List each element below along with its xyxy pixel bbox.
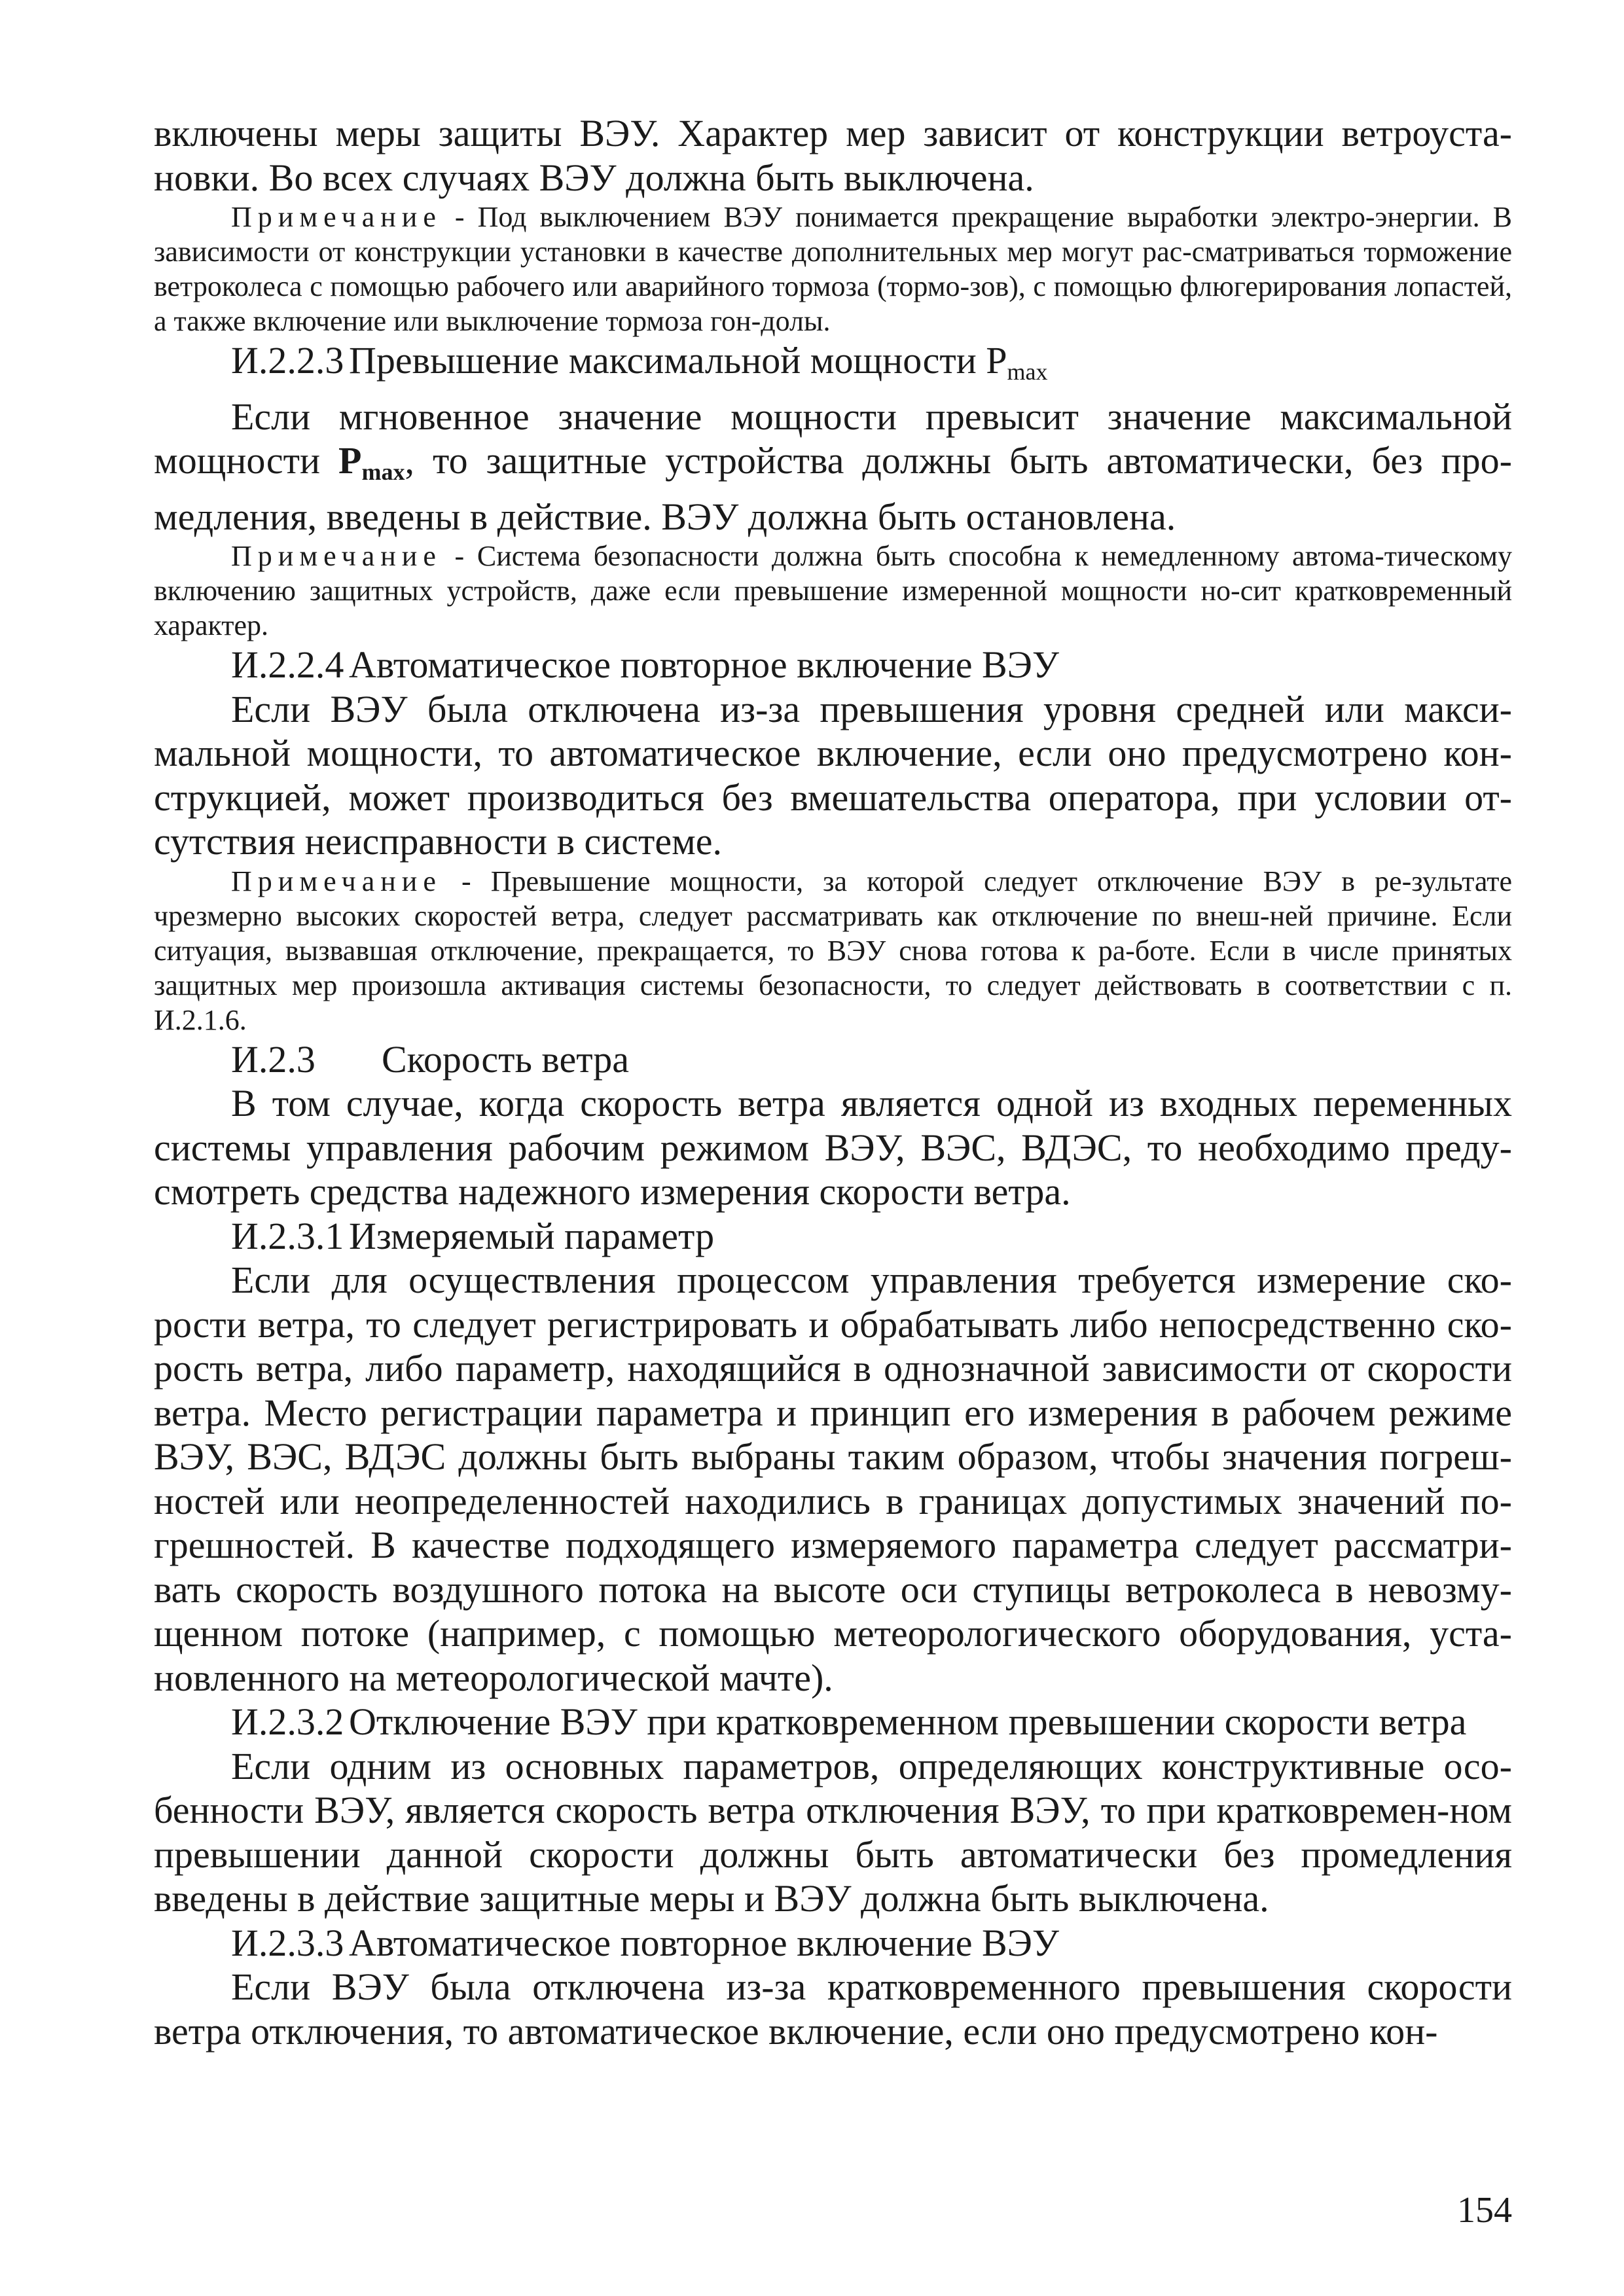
section-title: Превышение максимальной мощности P (349, 339, 1007, 382)
section-heading-2-3-1 (154, 1214, 1512, 1259)
note-label: Примечание (231, 540, 442, 572)
note-text: - Превышение мощности, за которой следует отключение ВЭУ в ре-зультате чрезмерно высоких скоростей ветра, следует рассматривать как отключение по внеш-ней причине. Если ситуация, вызвавшая отключение, прекращается, то ВЭУ снова готова к ра-боте. Если в числе принятых защитных мер произошла активация системы безопасности, то следует действовать в соответствии с п. И.2.1.6. (154, 865, 1513, 1036)
note-1 (154, 200, 1512, 338)
section-number: И.2.3.1 (231, 1214, 344, 1257)
text: , то защитные устройства должны быть автоматически, без про-медления, введены в действие. ВЭУ должна быть остановлена. (154, 439, 1512, 538)
note-text: - Система безопасности должна быть способна к немедленному автома-тическому включению защитных устройств, даже если превышение измеренной мощности но-сит кратковременный характер. (154, 540, 1513, 641)
paragraph-measured-parameter: Если для осуществления процессом управления требуется измерение ско-рости ветра, то следует регистрировать и обрабатывать либо непосредственно ско-рость ветра, либо параметр, находящийся в однозначной зависимости от скорости ветра. Место регистрации параметра и принцип его измерения в рабочем режиме ВЭУ, ВЭС, ВДЭС должны быть выбраны таким образом, чтобы значения погреш-ностей или неопределенностей находились в границах допустимых значений по-грешностей. В качестве подходящего измеряемого параметра следует рассматри-вать скорость воздушного потока на высоте оси ступицы ветроколеса в невозму-щенном потоке (например, с помощью метеорологического оборудования, уста-новленного на метеорологической мачте). (154, 1259, 1512, 1699)
paragraph-pmax (154, 395, 1512, 539)
note-text: - Под выключением ВЭУ понимается прекращение выработки электро-энергии. В зависимости от конструкции установки в качестве дополнительных мер могут рас-сматриваться торможение ветроколеса с помощью рабочего или аварийного тормоза (тормо-зов), с помощью флюгерирования лопастей, а также включение или выключение тормоза гон-долы. (154, 201, 1513, 337)
text: Если мгновенное значение мощности превысит значение максимальной мощности (154, 395, 1512, 482)
paragraph-auto-restart: Если ВЭУ была отключена из-за превышения уровня средней или макси-мальной мощности, то автоматическое включение, если оно предусмотрено кон-струкцией, может производиться без вмешательства оператора, при условии от-сутствия неисправности в системе. (154, 687, 1512, 863)
section-title: Скорость ветра (382, 1037, 629, 1081)
page-number: 154 (1457, 2190, 1512, 2231)
symbol-pmax: $P_{max}$ (338, 439, 405, 485)
section-number: И.2.2.3 (231, 339, 344, 382)
section-heading-2-3 (154, 1037, 1512, 1082)
document-page (154, 111, 1512, 2053)
subscript: max (1007, 359, 1048, 385)
paragraph-wind-speed: В том случае, когда скорость ветра является одной из входных переменных системы управления рабочим режимом ВЭУ, ВЭС, ВДЭС, то необходимо преду-смотреть средства надежного измерения скорости ветра. (154, 1082, 1512, 1213)
note-label: Примечание (231, 201, 442, 233)
section-title: Автоматическое повторное включение ВЭУ (349, 643, 1059, 686)
section-number: И.2.3 (231, 1037, 316, 1081)
section-heading-2-3-2 (154, 1700, 1512, 1744)
note-2 (154, 539, 1512, 643)
section-heading-2-2-4 (154, 643, 1512, 687)
section-number: И.2.3.2 (231, 1700, 344, 1743)
section-number: И.2.2.4 (231, 643, 344, 686)
section-number: И.2.3.3 (231, 1921, 344, 1964)
section-title: Отключение ВЭУ при кратковременном превышении скорости ветра (349, 1700, 1467, 1743)
section-heading-2-2-3 (154, 338, 1512, 395)
section-title: Измеряемый параметр (349, 1214, 715, 1257)
paragraph-short-term-exceed: Если одним из основных параметров, определяющих конструктивные осо-бенности ВЭУ, является скорость ветра отключения ВЭУ, то при кратковремен-ном превышении данной скорости должны быть автоматически без промедления введены в действие защитные меры и ВЭУ должна быть выключена. (154, 1744, 1512, 1920)
note-3 (154, 864, 1512, 1037)
section-heading-2-3-3 (154, 1921, 1512, 1965)
note-label: Примечание (231, 865, 442, 897)
paragraph-auto-restart-wind: Если ВЭУ была отключена из-за кратковременного превышения скорости ветра отключения, то автоматическое включение, если оно предусмотрено кон- (154, 1965, 1512, 2053)
section-title: Автоматическое повторное включение ВЭУ (349, 1921, 1059, 1964)
paragraph-continuation: включены меры защиты ВЭУ. Характер мер зависит от конструкции ветроуста-новки. Во всех случаях ВЭУ должна быть выключена. (154, 112, 1512, 199)
